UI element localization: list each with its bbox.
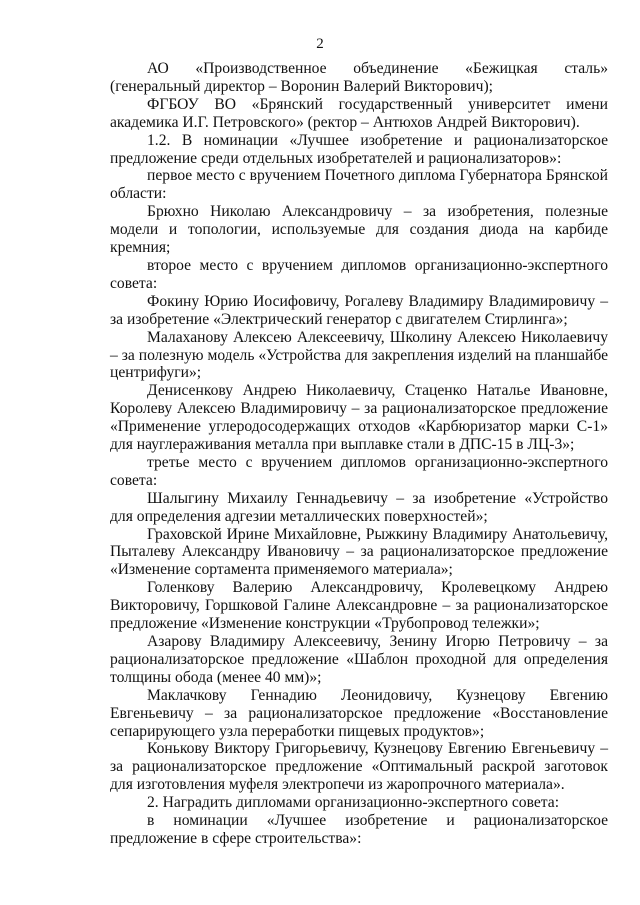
paragraph-award-konkov: Конькову Виктору Григорьевичу, Кузнецову Евгению Евгеньевичу – за рационализаторское предложение «Оптимальный раскрой заготовок для изготовления муфеля электропечи из жаропрочного материала».: [110, 740, 608, 794]
paragraph-second-place: второе место с вручением дипломов организационно-экспертного совета:: [110, 256, 608, 292]
paragraph-award-grakhovskaya: Граховской Ирине Михайловне, Рыжкину Владимиру Анатольевичу, Пыталеву Александру Ивановичу – за рационализаторское предложение «Изменение сортамента применяемого материала»;: [110, 525, 608, 579]
paragraph-award-azarov: Азарову Владимиру Алексеевичу, Зенину Игорю Петровичу – за рационализаторское предложение «Шаблон проходной для определения толщины обода (менее 40 мм)»;: [110, 633, 608, 686]
document-body: [110, 60, 608, 848]
paragraph-third-place: третье место с вручением дипломов организационно-экспертного совета:: [110, 453, 608, 489]
paragraph-section-2: 2. Наградить дипломами организационно-экспертного совета:: [147, 794, 560, 812]
paragraph-bryansk-university: ФГБОУ ВО «Брянский государственный университет имени академика И.Г. Петровского» (ректор – Антюхов Андрей Викторович).: [110, 95, 608, 131]
paragraph-construction-nomination: в номинации «Лучшее изобретение и рационализаторское предложение в сфере строительства»:: [110, 812, 608, 847]
paragraph-award-shalygin: Шалыгину Михаилу Геннадьевичу – за изобретение «Устройство для определения адгезии металлических поверхностей»;: [110, 489, 608, 525]
paragraph-nomination-1-2: 1.2. В номинации «Лучшее изобретение и рационализаторское предложение среди отдельных изобретателей и рационализаторов»:: [110, 131, 608, 167]
paragraph-bezhitsa-steel: АО «Производственное объединение «Бежицкая сталь» (генеральный директор – Воронин Валерий Викторович);: [110, 60, 608, 95]
paragraph-award-denisenkov: Денисенкову Андрею Николаевичу, Стаценко Наталье Ивановне, Королеву Алексею Владимировичу – за рационализаторское предложение «Применение углеродосодержащих отходов «Карбюризатор марки С-1» для науглераживания металла при выплавке стали в ДПС-15 в ЛЦ-3»;: [110, 382, 608, 454]
paragraph-award-fokin: Фокину Юрию Иосифовичу, Рогалеву Владимиру Владимировичу – за изобретение «Электрический генератор с двигателем Стирлинга»;: [110, 292, 608, 328]
page-number: 2: [316, 36, 324, 52]
paragraph-award-bryukhno: Брюхно Николаю Александровичу – за изобретения, полезные модели и топологии, используемые для создания диода на карбиде кремния;: [110, 203, 608, 257]
paragraph-award-maklachkov: Маклачкову Геннадию Леонидовичу, Кузнецову Евгению Евгеньевичу – за рационализаторское предложение «Восстановление сепарирующего узла переработки пищевых продуктов»;: [110, 686, 608, 740]
paragraph-award-golenkov: Голенкову Валерию Александровичу, Кролевецкому Андрею Викторовичу, Горшковой Галине Александровне – за рационализаторское предложение «Изменение конструкции «Трубопровод тележки»;: [110, 579, 608, 633]
paragraph-award-malakhanov: Малаханову Алексею Алексеевичу, Школину Алексею Николаевичу – за полезную модель «Устройства для закрепления изделий на планшайбе центрифуги»;: [110, 328, 608, 382]
paragraph-first-place: первое место с вручением Почетного диплома Губернатора Брянской области:: [110, 167, 608, 203]
